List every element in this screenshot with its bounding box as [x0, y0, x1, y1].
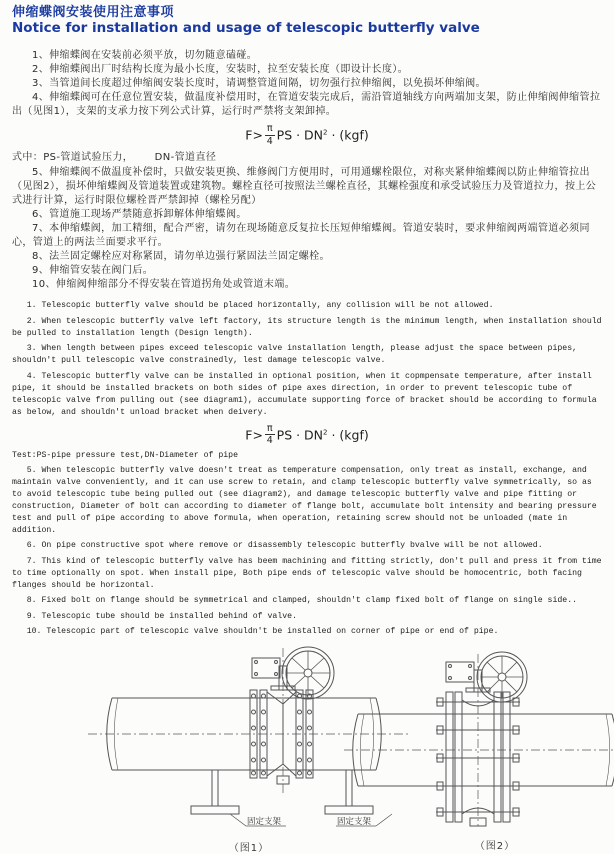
- en-item-4: 4. Telescopic butterfly valve can be installed in optional position, when it copmpensate temperature, after install pipe, it should be installed brackets on both sides of pipe axes direction, in order to prevent telescopic tube of telescopic valve from pulling out (see diagram1), accumulate supporting force of bracket should be according to formula as below, and shouldn't unload bracket when deivery.: [12, 371, 597, 417]
- page-title-zh: 伸缩蝶阀安装使用注意事项: [12, 5, 175, 20]
- en-item-9: 9. Telescopic tube should be installed behind of valve.: [26, 611, 297, 621]
- en-item-6: 6. On pipe constructive spot where remove or disassembly telescopic butterfly bvalve will be not allowed.: [26, 541, 543, 550]
- formula-block: [12, 124, 602, 146]
- formula-mid: PS · DN: [276, 427, 324, 442]
- en-item-3: 3. When length between pipes exceed telescopic valve installation length, please adjust the space between pipes, shouldn't pull telescopic valve constrainedly, lest damage telescopic valve.: [12, 344, 578, 365]
- formula-lhs: F>: [245, 127, 263, 143]
- formula-mid: PS · DN: [276, 127, 324, 143]
- zh-item-9: 9、伸缩管安装在阀门后。: [32, 265, 154, 276]
- formula-exponent: 2: [323, 128, 328, 137]
- fixed-bracket-label-2: 固定支架: [337, 817, 372, 827]
- figure-2-caption: （图2）: [474, 841, 516, 852]
- en-item-2: 2. When telescopic butterfly valve left factory, its structure length is the minimum length, when installation should be pulled to installation length (Design length).: [12, 316, 602, 338]
- page-title-en: Notice for installation and usage of telescopic butterfly valve: [12, 20, 480, 36]
- en-item-10: 10. Telescopic part of telescopic valve shouldn't be installed on corner of pipe or end of pipe.: [26, 627, 499, 636]
- figure-2: [380, 650, 610, 852]
- zh-item-2: 2、伸缩蝶阀出厂时结构长度为最小长度，安装时，拉至安装长度（即设计长度）。: [32, 64, 409, 75]
- zh-item-10: 10、伸缩阀伸缩部分不得安装在管道拐角处或管道末端。: [32, 279, 296, 290]
- formula-lhs: F>: [245, 427, 263, 442]
- zh-item-5: 5、伸缩蝶阀不做温度补偿时，只做安装更换、维修阀门方便用时，可用通螺栓限位，对称夹紧伸缩蝶阀以防止伸缩管拉出（见图2），损坏伸缩蝶阀及管道装置或建筑物。螺栓直径可按照法兰螺栓直径，其螺栓强度和承受试验压力及管道拉力，按上公式进行计算，运行时限位螺栓晋严禁卸掉（螺栓另配）: [12, 167, 597, 206]
- formula-tail: · (kgf): [327, 127, 369, 143]
- english-section: [12, 300, 602, 638]
- fixed-bracket-left: [191, 770, 239, 814]
- formula-fraction: [265, 124, 275, 146]
- en-item-7: 7. This kind of telescopic butterfly valve has beem machining and fitting strictly, don't pull and press it from time to time optionally on spot. When install pipe, Both pipe ends of telescopic valve should be homocentric, both facing flanges should be horizontal.: [12, 556, 602, 590]
- formula-exponent: 2: [323, 427, 328, 436]
- zh-formula-note: 式中：PS-管道试验压力， DN-管道直径: [12, 152, 217, 163]
- chinese-section: [12, 49, 602, 292]
- en-item-5: 5. When telescopic butterfly valve doesn't treat as temperature compensation, only treat as install, exchange, and maintain valve conveniently, and it can use screw to retain, and clamp telescopic butterfly valve symmetrically, so as to avoid telescopic tube being pulled out (see diagram2), and damage telescopic butterfly valve and pipe fitting or construction, Diameter of bolt can according to diameter of flange bolt, accumulate bolt intensity and bearing pressure test and pull of pipe according to above formula, when operation, retaining screw should not be unloaded (mate in addition.: [12, 465, 597, 535]
- zh-item-6: 6、管道施工现场严禁随意拆卸解体伸缩蝶阀。: [32, 209, 247, 220]
- formula-denominator: 4: [266, 135, 273, 147]
- formula-fraction: [265, 424, 275, 446]
- valve-with-through-bolts-diagram: [340, 650, 614, 832]
- formula-tail: · (kgf): [327, 427, 369, 442]
- formula-block-en: [12, 424, 602, 446]
- en-formula-note: Test:PS-pipe pressure test,DN-Diameter of pipe: [12, 450, 239, 460]
- en-item-1: 1. Telescopic butterfly valve should be placed horizontally, any collision will be not allowed.: [26, 301, 494, 310]
- formula-numerator: π: [266, 422, 273, 434]
- zh-item-7: 7、本伸缩蝶阀，加工精细，配合严密，请勿在现场随意反复拉长压短伸缩蝶阀。管道安装时，要求伸缩阀两端管道必须同心，管道上的两法兰面要求平行。: [12, 223, 590, 248]
- zh-item-3: 3、当管道间长度超过伸缩阀安装长度时，请调整管道间隔，切勿强行拉伸缩阀，以免损坏伸缩阀。: [32, 78, 486, 89]
- zh-item-1: 1、伸缩蝶阀在安装前必须平放，切勿随意磕碰。: [32, 50, 258, 61]
- figure-1-caption: （图1）: [228, 843, 270, 854]
- formula-numerator: π: [266, 123, 273, 134]
- en-item-8: 8. Fixed bolt on flange should be symmetrical and clamped, shouldn't clamp fixed bolt of flange on single side..: [26, 596, 578, 605]
- formula-denominator: 4: [266, 435, 273, 446]
- center-lines: [344, 654, 614, 826]
- handwheel-icon: [282, 647, 334, 699]
- zh-item-4: 4、伸缩蝶阀可在任意位置安装，做温度补偿用时，在管道安装完成后，需沿管道轴线方向两端加支架，防止伸缩阀伸缩管拉出（见图1），支架的支承力按下列公式计算，运行时严禁将支架卸掉。: [12, 92, 601, 117]
- handwheel-icon: [477, 652, 527, 702]
- zh-item-8: 8、法兰固定螺栓应对称紧固，请勿单边强行紧固法兰固定螺栓。: [32, 251, 330, 262]
- fixed-bracket-label-1: 固定支架: [247, 817, 282, 827]
- figures-row: [12, 642, 602, 854]
